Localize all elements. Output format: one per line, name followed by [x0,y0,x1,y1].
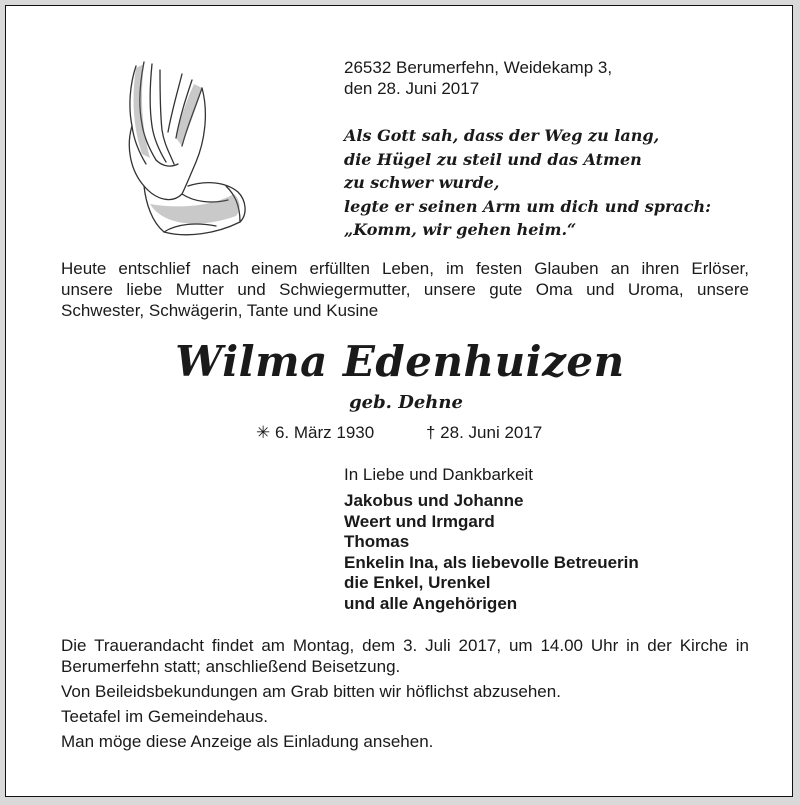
deceased-name: Wilma Edenhuizen [175,337,625,386]
mourner: und alle Angehörigen [344,593,518,613]
condolences-note: Von Beileidsbekundungen am Grab bitten wir höflichst abzusehen. [61,682,561,701]
obituary-notice [5,5,793,797]
praying-hands-icon [116,54,256,239]
address-line: 26532 Berumerfehn, Weidekamp 3, [344,58,613,77]
closing-notes [61,635,749,756]
mourner: Enkelin Ina, als liebevolle Betreuerin [344,552,639,572]
tea-note: Teetafel im Gemeindehaus. [61,707,268,726]
poem-line: die Hügel zu steil und das Atmen [344,149,642,169]
birth-name: geb. Dehne [349,392,463,413]
intro-text [61,258,749,321]
invitation-note: Man möge diese Anzeige als Einladung ansehen. [61,732,434,751]
signoff: In Liebe und Dankbarkeit [344,465,534,484]
place-and-date [344,57,612,99]
poem-line: legte er seinen Arm um dich und sprach: [344,196,712,216]
poem-line: zu schwer wurde, [344,173,500,193]
date-line: den 28. Juni 2017 [344,79,480,98]
intro-line: unsere liebe Mutter und Schwiegermutter, unsere gute Oma und Uroma, unsere [61,280,749,299]
intro-line: Schwester, Schwägerin, Tante und Kusine [61,301,379,320]
service-info-line: Die Trauerandacht findet am Montag, dem 3. Juli 2017, um 14.00 Uhr in der Kirche in [61,636,749,655]
mourner: die Enkel, Urenkel [344,573,491,592]
mourner: Thomas [344,532,410,551]
birth-date: ✳ 6. März 1930 [256,423,375,442]
intro-line: Heute entschlief nach einem erfüllten Leben, im festen Glauben an ihren Erlöser, [61,259,749,278]
poem-line: „Komm, wir gehen heim.“ [344,220,577,240]
mourners-list [344,491,639,614]
mourner: Weert und Irmgard [344,511,495,531]
service-info-line: Berumerfehn statt; anschließend Beisetzung. [61,657,401,676]
poem [344,124,711,242]
death-date: † 28. Juni 2017 [426,423,543,442]
mourner: Jakobus und Johanne [344,491,524,510]
poem-line: Als Gott sah, dass der Weg zu lang, [344,126,660,145]
